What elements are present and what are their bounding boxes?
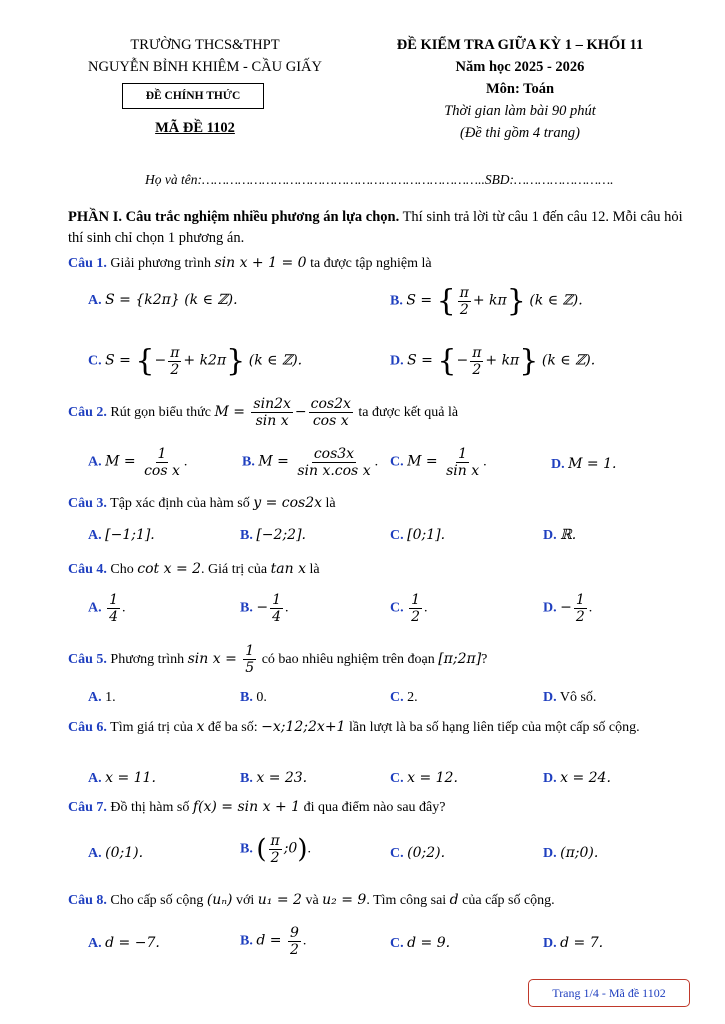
question-7 <box>68 797 693 818</box>
time-limit: Thời gian làm bài 90 phút <box>444 103 596 119</box>
q7-d-value: (π;0). <box>560 845 599 861</box>
part1-heading <box>68 207 693 249</box>
q1-option-c[interactable]: C. S = {− $\frac{\pi}{2}$ + k2π} (k ∈ ℤ). <box>88 343 303 379</box>
q3-text: Tập xác định của hàm số <box>106 496 254 511</box>
q8-option-c[interactable] <box>390 935 450 952</box>
q1-option-a[interactable]: A. S = {k2π} (k ∈ ℤ). <box>88 292 238 308</box>
q3-d-value: ℝ. <box>560 527 577 543</box>
letter: C. <box>390 936 404 951</box>
q8-math4: d <box>449 892 459 908</box>
letter: C. <box>390 528 404 543</box>
exam-info <box>360 34 680 144</box>
letter: B. <box>240 690 253 705</box>
q6-d-value: x = 24. <box>560 770 611 786</box>
q8-a-value: d = −7. <box>105 935 160 951</box>
q3-option-d[interactable] <box>543 527 576 544</box>
letter: B. <box>240 933 253 949</box>
letter: A. <box>88 293 102 308</box>
q2-label: Câu 2. <box>68 405 107 420</box>
exam-code: MÃ ĐỀ 1102 <box>155 120 235 136</box>
q1-option-b[interactable]: B. S = { $\frac{\pi}{2}$ + kπ} (k ∈ ℤ). <box>390 283 583 319</box>
q6-label: Câu 6. <box>68 720 107 735</box>
q6-option-b[interactable] <box>240 770 307 787</box>
letter: C. <box>390 771 404 786</box>
q5-c-value: 2. <box>407 690 418 705</box>
q7-math: f(x) = sin x + 1 <box>192 799 301 815</box>
q7-option-b[interactable]: B. ( $\frac{\pi}{2}$ ;0). <box>240 833 311 866</box>
letter: A. <box>88 600 102 616</box>
q5-a-value: 1. <box>105 690 116 705</box>
letter: D. <box>543 936 557 951</box>
q8-option-b[interactable]: B. d = $\frac{9}{2}$ . <box>240 925 307 958</box>
q8-math1: (uₙ) <box>206 892 233 908</box>
q7-c-value: (0;2). <box>407 845 446 861</box>
q8-option-a[interactable] <box>88 935 160 952</box>
q8-math2: u₁ = 2 <box>257 892 302 908</box>
q3-option-b[interactable] <box>240 527 306 544</box>
letter: B. <box>240 841 253 857</box>
letter: A. <box>88 771 102 786</box>
q2-option-a[interactable]: A. M = $\frac{1}{\text{cos x}}$ . <box>88 446 188 479</box>
letter: D. <box>543 528 557 543</box>
q3-label: Câu 3. <box>68 496 107 511</box>
letter: B. <box>390 293 403 309</box>
letter: A. <box>88 936 102 951</box>
letter: B. <box>240 771 253 786</box>
question-4 <box>68 559 693 580</box>
letter: A. <box>88 528 102 543</box>
q3-a-value: [−1;1]. <box>105 527 155 543</box>
q2-text-end: ta được kết quả là <box>354 405 459 420</box>
q7-a-value: (0;1). <box>105 845 144 861</box>
letter: A. <box>88 846 102 861</box>
q5-b-value: 0. <box>256 690 267 705</box>
q4-option-b[interactable]: B. − $\frac{1}{4}$ . <box>240 592 289 625</box>
q6-b-value: x = 23. <box>256 770 308 786</box>
q5-text: Phương trình <box>106 652 188 667</box>
page-footer: Trang 1/4 - Mã đề 1102 <box>528 979 690 1007</box>
school-block <box>60 34 350 78</box>
letter: D. <box>543 771 557 786</box>
q4-option-c[interactable]: C. $\frac{1}{2}$ . <box>390 592 428 625</box>
q7-option-c[interactable] <box>390 845 445 862</box>
school-line2: NGUYỄN BỈNH KHIÊM - CẦU GIẤY <box>88 59 322 75</box>
q8-text-d: . Tìm công sai <box>366 893 450 908</box>
q5-label: Câu 5. <box>68 652 107 667</box>
q6-math2: −x;12;2x+1 <box>261 719 346 735</box>
q3-text-end: là <box>322 496 336 511</box>
q3-b-value: [−2;2]. <box>256 527 306 543</box>
letter: C. <box>88 353 102 369</box>
q7-text: Đồ thị hàm số <box>106 800 193 815</box>
page-count: (Đề thi gồm 4 trang) <box>459 125 580 141</box>
exam-title: ĐỀ KIỂM TRA GIỮA KỲ 1 – KHỐI 11 <box>396 37 644 53</box>
q7-option-d[interactable] <box>543 845 598 862</box>
q4-option-a[interactable]: A. $\frac{1}{4}$ . <box>88 592 126 625</box>
letter: A. <box>88 454 102 470</box>
q6-text-end: lần lượt là ba số hạng liên tiếp của một cấp số cộng. <box>345 720 640 735</box>
subject: Môn: Toán <box>485 81 555 97</box>
q2-option-c[interactable]: C. M = $\frac{1}{\text{sin x}}$ . <box>390 446 487 479</box>
letter: D. <box>543 600 557 616</box>
q3-option-c[interactable] <box>390 527 445 544</box>
q8-c-value: d = 9. <box>407 935 451 951</box>
q5-option-c[interactable] <box>390 690 418 706</box>
q5-option-b[interactable] <box>240 690 267 706</box>
letter: A. <box>88 690 102 705</box>
q8-text: Cho cấp số cộng <box>106 893 207 908</box>
q6-c-value: x = 12. <box>407 770 458 786</box>
q5-text-end: ? <box>481 652 488 667</box>
q6-math1: x <box>196 719 205 735</box>
q4-option-d[interactable]: D. − $\frac{1}{2}$ . <box>543 592 593 625</box>
letter: C. <box>390 454 404 470</box>
letter: C. <box>390 690 404 705</box>
q3-math: y = cos2x <box>253 495 323 511</box>
q7-text-end: đi qua điểm nào sau đây? <box>300 800 446 815</box>
q2-text: Rút gọn biểu thức <box>106 405 215 420</box>
q1-option-d[interactable]: D. S = {− $\frac{\pi}{2}$ + kπ} (k ∈ ℤ). <box>390 343 596 379</box>
q6-text-mid: để ba số: <box>204 720 262 735</box>
q3-option-a[interactable] <box>88 527 155 544</box>
q7-option-a[interactable] <box>88 845 143 862</box>
q1-label: Câu 1. <box>68 256 107 271</box>
q5-option-d[interactable] <box>543 690 596 706</box>
letter: D. <box>390 353 404 369</box>
q8-text-end: của cấp số cộng. <box>458 893 555 908</box>
school-line1: TRƯỜNG THCS&THPT <box>130 37 280 53</box>
letter: D. <box>551 457 565 472</box>
name-line: Họ và tên:……………………………………………………………..SBD:……………………. <box>145 172 614 187</box>
q8-math3: u₂ = 9 <box>322 892 367 908</box>
q2-option-d[interactable]: D. M = 1. <box>551 456 617 472</box>
q4-math2: tan x <box>270 561 306 577</box>
letter: B. <box>242 454 255 470</box>
q1-math: sin x + 1 = 0 <box>214 255 307 271</box>
letter: B. <box>240 528 253 543</box>
q4-math1: cot x = 2 <box>137 561 202 577</box>
q5-option-a[interactable] <box>88 690 116 706</box>
part1-title: PHẦN I. Câu trắc nghiệm nhiều phương án lựa chọn. <box>68 209 400 225</box>
question-8 <box>68 890 693 911</box>
q7-label: Câu 7. <box>68 800 107 815</box>
q2-option-b[interactable]: B. M = $\frac{\cos 3x}{\text{sin x.cos x}}$ . <box>242 446 379 479</box>
q6-text: Tìm giá trị của <box>106 720 197 735</box>
q8-d-value: d = 7. <box>560 935 604 951</box>
q4-text-end: là <box>305 562 320 577</box>
q8-text-b: với <box>232 893 258 908</box>
q6-option-d[interactable] <box>543 770 611 787</box>
letter: D. <box>543 690 557 705</box>
q4-text-mid: . Giá trị của <box>201 562 271 577</box>
letter: C. <box>390 600 404 616</box>
q5-d-value: Vô số. <box>559 690 597 705</box>
official-stamp: ĐỀ CHÍNH THỨC <box>122 83 264 109</box>
q6-a-value: x = 11. <box>105 770 156 786</box>
q8-option-d[interactable] <box>543 935 603 952</box>
question-6 <box>68 715 693 740</box>
question-2: Câu 2. Rút gọn biểu thức M = $\frac{\sin 2x}{\text{sin x}}$ − $\frac{\cos 2x}{\text{cos x}}$ ta được kết quả là <box>68 396 459 430</box>
question-3 <box>68 493 693 514</box>
part1-desc: Thí sinh trả lời từ câu 1 đến câu 12. Mỗi câu hỏi thí sinh chỉ chọn 1 phương án. <box>68 209 683 246</box>
q4-text: Cho <box>106 562 138 577</box>
q6-option-a[interactable] <box>88 770 156 787</box>
q1-text-end: ta được tập nghiệm là <box>306 256 432 271</box>
letter: C. <box>390 846 404 861</box>
q8-label: Câu 8. <box>68 893 107 908</box>
question-1 <box>68 253 693 274</box>
q5-text-mid: có bao nhiêu nghiệm trên đoạn <box>258 652 439 667</box>
q5-interval: [π;2π] <box>438 651 482 667</box>
q4-label: Câu 4. <box>68 562 107 577</box>
q3-c-value: [0;1]. <box>407 527 446 543</box>
letter: D. <box>543 846 557 861</box>
q8-text-c: và <box>301 893 323 908</box>
school-year: Năm học 2025 - 2026 <box>455 59 585 75</box>
q1-text: Giải phương trình <box>106 256 215 271</box>
letter: B. <box>240 600 253 616</box>
question-5: Câu 5. Phương trình sin x = $\frac{1}{5}$ có bao nhiêu nghiệm trên đoạn [π;2π]? <box>68 643 488 677</box>
q6-option-c[interactable] <box>390 770 458 787</box>
